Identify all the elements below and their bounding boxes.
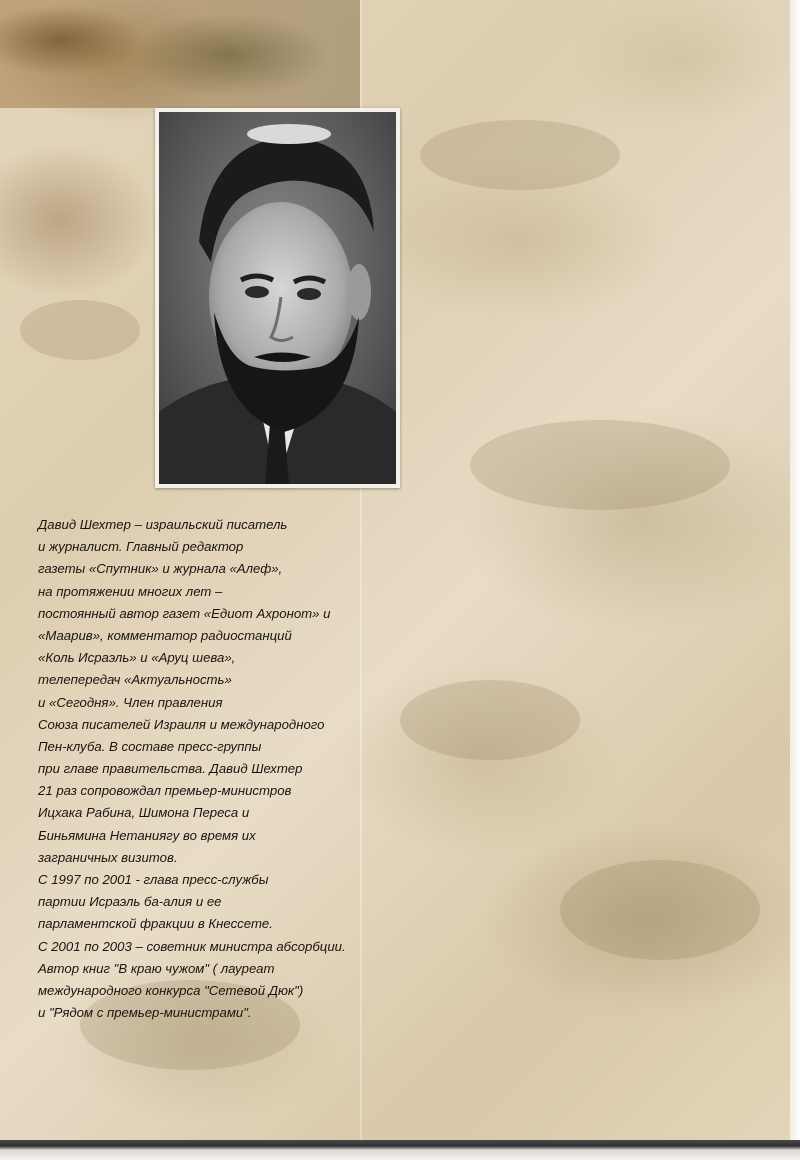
bio-line: Давид Шехтер – израильский писатель xyxy=(38,517,288,532)
marble-vein xyxy=(400,680,580,760)
marble-vein xyxy=(560,860,760,960)
bio-line: и "Рядом с премьер-министрами". xyxy=(38,1005,252,1021)
bio-line: парламентской фракции в Кнессете. xyxy=(38,916,273,932)
bio-line: С 1997 по 2001 - глава пресс-службы xyxy=(38,872,269,887)
marble-vein xyxy=(20,300,140,360)
bio-line: Биньямина Нетаниягу во время их xyxy=(38,827,256,843)
bio-line: постоянный автор газет «Едиот Ахронот» и xyxy=(38,605,331,621)
bio-line: Ицхака Рабина, Шимона Переса и xyxy=(38,805,250,821)
bio-line: Автор книг "В краю чужом" ( лауреат xyxy=(38,960,275,976)
bio-line: заграничных визитов. xyxy=(38,849,178,865)
page-edge-right xyxy=(790,0,800,1160)
bio-line: «Коль Исраэль» и «Аруц шева», xyxy=(38,650,236,666)
bio-line: газеты «Спутник» и журнала «Алеф», xyxy=(38,561,283,577)
bio-line: С 2001 по 2003 – советник министра абсорбции. xyxy=(38,938,346,954)
bio-line: международного конкурса "Сетевой Дюк") xyxy=(38,982,304,998)
page-edge-bottom xyxy=(0,1140,800,1160)
portrait-frame xyxy=(155,108,400,488)
bio-line: 21 раз сопровождал премьер-министров xyxy=(38,783,292,799)
bio-line: Союза писателей Израиля и международного xyxy=(38,716,325,732)
biography-text xyxy=(38,514,378,1024)
bio-line: «Маарив», комментатор радиостанций xyxy=(38,627,292,643)
bio-line: и «Сегодня». Член правления xyxy=(38,694,223,710)
bio-line: при главе правительства. Давид Шехтер xyxy=(38,761,303,777)
marble-vein xyxy=(420,120,620,190)
bio-line: на протяжении многих лет – xyxy=(38,583,223,599)
bio-line: Пен-клуба. В составе пресс-группы xyxy=(38,738,262,754)
marble-vein xyxy=(470,420,730,510)
bio-line: телепередач «Актуальность» xyxy=(38,672,232,688)
portrait-image xyxy=(159,112,396,484)
portrait-photo xyxy=(159,112,396,484)
bio-line: и журналист. Главный редактор xyxy=(38,539,244,555)
marble-dark-strip xyxy=(0,0,360,108)
bio-line: партии Исраэль ба-алия и ее xyxy=(38,894,222,910)
